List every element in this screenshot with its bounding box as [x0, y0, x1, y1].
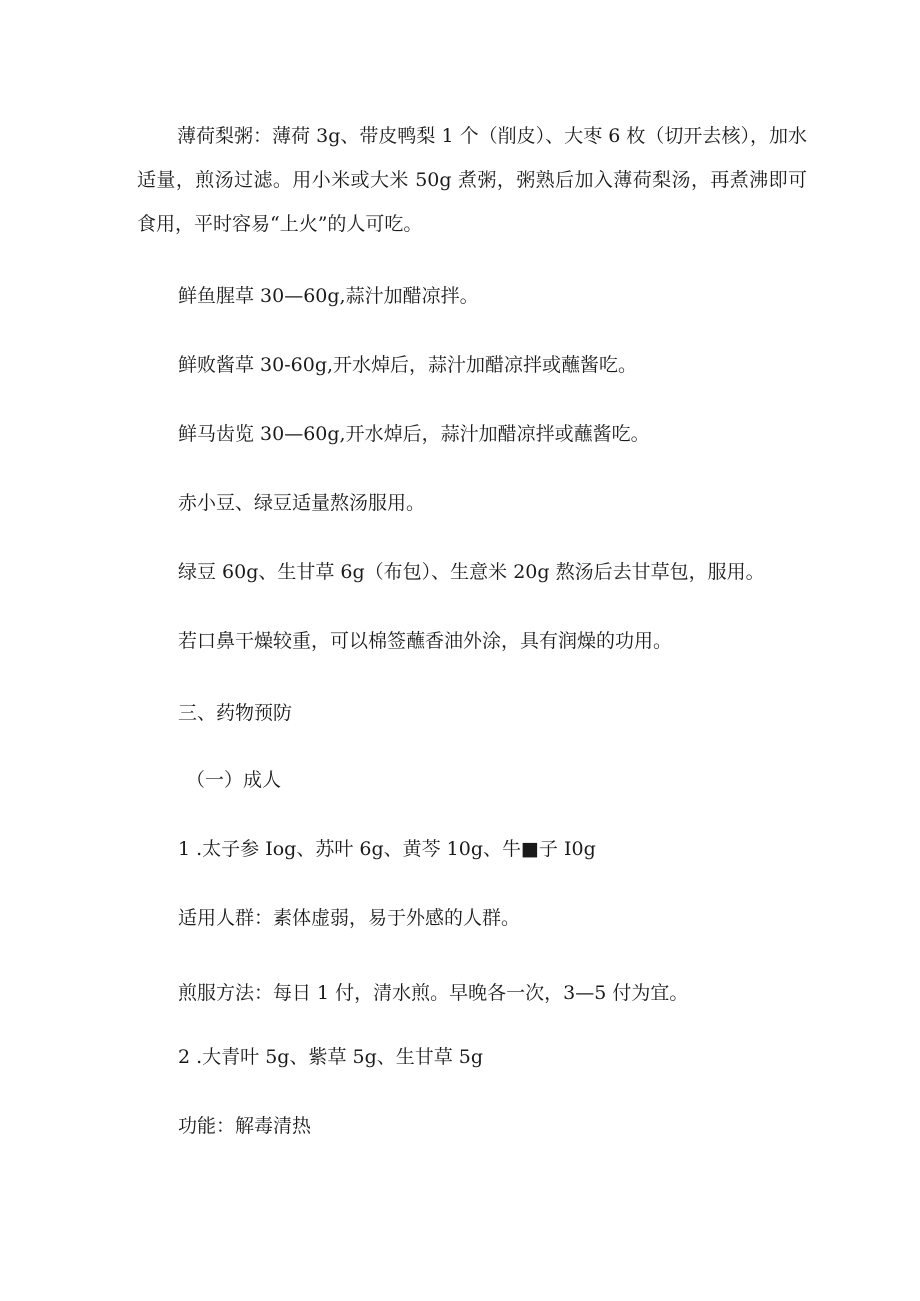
paragraph-bean-soup: 赤小豆、绿豆适量熬汤服用。: [178, 492, 426, 514]
formula-2: 2 .大青叶 5g、紫草 5g、生甘草 5g: [178, 1046, 484, 1068]
paragraph-mint-pear-porridge: 薄荷梨粥：薄荷 3g、带皮鸭梨 1 个（削皮）、大枣 6 枚（切开去核），加水适量，煎汤过滤。用小米或大米 50g 煮粥，粥熟后加入薄荷梨汤，再煮沸即可食用，平时容易“上火”的人可吃。: [137, 125, 807, 235]
paragraph-houttuynia: 鲜鱼腥草 30—60g,蒜汁加醋凉拌。: [178, 285, 479, 307]
formula-2-function: 功能：解毒清热: [178, 1115, 312, 1137]
paragraph-purslane: 鲜马齿览 30—60g,开水焯后，蒜汁加醋凉拌或蘸酱吃。: [178, 423, 650, 445]
formula-1-dosage: 煎服方法：每日 1 付，清水煎。早晚各一次，3—5 付为宜。: [178, 982, 689, 1004]
formula-1: 1 .太子参 Iog、苏叶 6g、黄芩 10g、牛■子 I0g: [178, 838, 596, 860]
paragraph-patrinia: 鲜败酱草 30-60g,开水焯后，蒜汁加醋凉拌或蘸酱吃。: [178, 354, 638, 376]
subsection-heading-adults: （一）成人: [186, 769, 282, 791]
paragraph-mung-bean-licorice: 绿豆 60g、生甘草 6g（布包）、生意米 20g 熬汤后去甘草包，服用。: [178, 561, 765, 583]
paragraph-sesame-oil: 若口鼻干燥较重，可以棉签蘸香油外涂，具有润燥的功用。: [178, 630, 673, 652]
section-heading-drug-prevention: 三、药物预防: [178, 702, 293, 724]
formula-1-target-group: 适用人群：素体虚弱，易于外感的人群。: [178, 907, 521, 929]
